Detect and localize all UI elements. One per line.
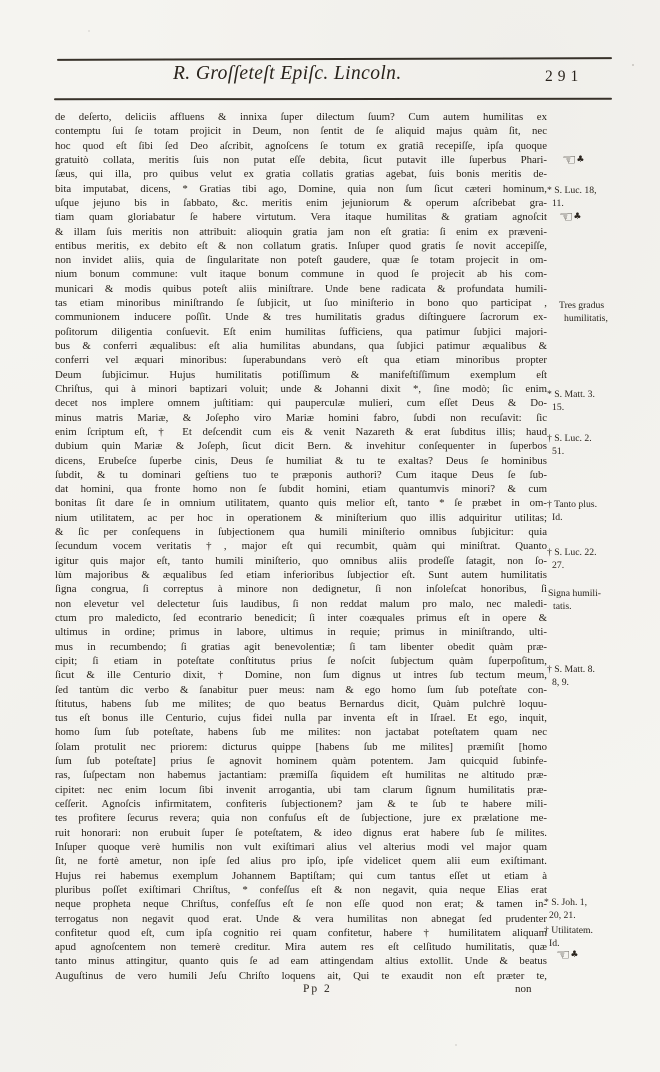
body-text-line: ſit, ne fortè ametur, non ipſe ſed alius pro ipſo, ipſe videlicet quem alii eum exiſtimant. [55,855,547,868]
body-text-line: ctum pro maledicto, ſed econtrario benedicit; ſi inter coæquales primus eſt in opere & [55,611,547,624]
body-text-line: bita imputabat, dicens, * Gratias tibi ago, Domine, quia non ſum ſicut cæteri hominum, [55,182,547,195]
margin-note-line: Tres gradus [559,300,605,311]
body-text-line: hoc quod eſt ſibi ſed Deo aſcribit, agnoſcens ſe totum ex gratiâ recepiſſe, ipſa quoque [55,139,547,152]
body-text-block [55,110,547,983]
header-rule-bottom [54,98,612,100]
margin-note [547,388,659,415]
body-text-line: pluribus poſſet exiſtimari Chriſtus, * confeſſus eſt & non negavit, quia neque Elias erat [55,883,547,896]
body-text-line: de deſerto, deliciis affluens & innixa ſuper dilectum ſuum? Cum autem humilitas ex [55,111,547,123]
body-text-line: ſecundum vocem veritatis †, major eſt qui recumbit, quàm qui miniſtrat. Quanto [55,540,547,553]
margin-note-line: 20, 21. [549,910,576,922]
body-text-line: bus & conferri æqualibus: eſt alia humilitas abundans, qua ſubjici patimur æqualibus & [55,340,547,352]
body-text-line: uſque jejuno bis in ſabbato, &c. meritis enim jejuniorum & operum aſcribebat gra- [55,196,547,209]
body-text-line: confitetur quod eſt, cum ipſa cognitio rei quam confitetur, habere † humilitatem aliquam [55,926,547,939]
body-text-line: gratuitò collata, meritis ſuis non putat eſſe debita, ſicut putavit ille ſuperbus Phari- [55,153,547,166]
manicule-left-icon [556,947,578,963]
manicule-tail-ornament: ♣ [576,155,585,165]
body-text-line: apud agnoſcentem non temerè creditur. Mira autem res eſt celſitudo humilitatis, quæ [55,941,547,954]
body-text-line: tiam quam gloriabatur ſe habere virtutum. Vera itaque humilitas & gratiam agnoſcit [55,211,547,224]
body-text-line: nium bonum commune: vult itaque bonum commune in quod ſe projecit ab his com- [55,268,547,281]
body-text-line: contemptu ſui ſe totam projicit in Deum, non ſentit de ſe aliquid majus quàm ſit, nec [55,125,547,138]
body-text-line: Chriſtus, qui à minori baptizari voluit; unde & Johanni dixit *, ſine modò; ſic enim [55,382,547,395]
margin-note-line: 27. [552,560,565,572]
body-text-line: cipitet: nec enim locum ſibi invenit arrogantia, ubi tam clarum ſignum humilitatis præ- [55,783,547,796]
margin-note-line: 15. [552,402,565,414]
body-text-line: dat homini, qua fronte homo non ſe ſubdit homini, etiam quantumvis minori? & cum [55,483,547,496]
body-text-line: ceſſerit. Agnoſcis infirmitatem, confiteris ſubjectionem? jam & te ſub te habere mili- [55,798,547,810]
body-text-line: igitur quis major eſt, tanto humili miniſterio, quo omnibus aliis prodeſſe ſatagit, non ſo- [55,554,547,567]
body-text-line: entibus meritis, ex debito eſt & non collatum gratis. Inſuper quod gratis ſe novit accepiſſe, [55,239,547,252]
body-text-line: ſum ſub poteſtate] prius ſe agnovit hominem quàm potentem. Jam quicquid ſubinfe- [55,755,547,768]
body-text-line: minus matris Mariæ, & Joſepho viro Mariæ homini fabro, ſubdi non recuſavit: ſic [55,411,547,424]
body-text-line: Deum ſubjicimur. Hujus humilitatis potiſſimum & manifeſtiſſimum exemplum eſt [55,368,547,381]
body-text-line: bonitas ſit dare ſe in omnium utilitatem, quanto quis melior eſt, tanto * ſe præbet in om- [55,497,547,510]
body-text-line: poſitorum diligentia conſuevit. Eſt enim humilitas ſufficiens, qua patimur ſubjici majori- [55,325,547,338]
body-text-line: Inſuper quoque verè humilis non vult exiſtimari alius vel alterius modi vel major quam [55,840,547,853]
margin-note-line: 8, 9. [552,677,569,689]
body-text-line: & illam ſuis meritis non attribuit: alioquin gratia jam non eſt gratia: ſi enim ex præveni- [55,225,547,238]
body-text-line: tes profitere ſecurus revera; quia non confuſus eſt de ſubjectione, jure ex prælatione me- [55,812,547,825]
body-text-line: lùm majoribus & æqualibus ſed etiam inferioribus ſubjectior eſt. Sunt autem humilitatis [55,569,547,581]
manicule-left-icon [562,152,584,168]
body-text-line: ras, ſuſpectam non habemus jactantiam: præmiſſa ſiquidem eſt humilitas ne altitudo præ- [55,769,547,782]
margin-note [547,546,659,573]
margin-note-line: * S. Luc. 18, [547,185,597,196]
margin-note-line: Signa humili- [548,588,602,599]
margin-note [559,299,660,326]
margin-note-line: † S. Matt. 8. [547,664,595,675]
body-text-line: tas etiam minoribus miniſtrando ſe ſubjicit, ut ſuo miniſterio in bono quo participat , [55,297,547,310]
body-text-line: non invidet aliis, quia de ſingularitate non poteſt gaudere, quæ ſe totam projecit in om- [55,254,547,267]
margin-note [548,587,660,614]
body-text-line: ultimus in ordine; primus in labore, ultimus in requie; primus in miniſtrando, ulti- [55,626,547,639]
scan-speck [88,30,90,32]
body-text-line: decet nos implere omnem juſtitiam: qui pauperculæ mulieri, cum eſſet Deus & Do- [55,397,547,410]
margin-note-line: Id. [549,938,560,950]
margin-note-line: tatis. [553,601,572,613]
body-text-line: mus in recumbendo; ſi gratias agit benevolentiæ; ſi tam libenter obedit quàm præ- [55,640,547,653]
margin-note-line: † Utilitatem. [544,925,593,936]
header-rule-top [57,57,612,61]
margin-note [547,663,659,690]
body-text-line: dicens, Erubeſce ſuperbe cinis, Deus ſe humiliat & tu te exaltas? Deus ſe hominibus [55,454,547,467]
body-text-line: terrogatus non negavit quod erat. Unde & vera humilitas non abnegat ſed prudenter [55,912,547,925]
margin-note-line: 11. [552,198,564,210]
body-text-line: neque propheta neque Chriſtus, confeſſus eſt ſe non eſſe quod non erat; & tamen in- [55,898,547,911]
margin-note-line: * S. Matt. 3. [547,389,595,400]
manicule-tail-ornament: ♣ [573,212,582,222]
margin-note-line: † Tanto plus. [547,499,598,510]
body-text-line: tanto minus attingitur, quanto quis ſe ad eam attingendam altius extollit. Unde & beatus [55,955,547,968]
body-text-line: ſed tantùm dic verbo & ſanabitur puer meus: nam & ego homo ſum ſub poteſtate con- [55,683,547,696]
body-text-line: ſæus, qui illa, pro quibus velut ex gratia collatis gratias agebat, ſuis bonis meritis de- [55,168,547,181]
body-text-line: communionem inducere poſſit. Unde & tres humilitatis gradus diſtinguere ſacrorum ex- [55,311,547,324]
margin-note-line: † S. Luc. 2. [547,433,592,444]
manicule-left-icon [559,209,581,225]
body-text-line: non elevetur vel delectetur ſuis laudibus, ſi non reddat malum pro malo, nec maledi- [55,597,547,610]
body-text-line: ſubdit, & tu dominari geſtiens tuo te præponis authori? Cum itaque Deus ſe ſub- [55,468,547,481]
body-text-line: conferri vel æquari minoribus: ſuperabundans verò eſt qua etiam minoribus propter [55,354,547,367]
manicule-hand-glyph: ☜ [559,207,574,226]
body-text-line: nium utilitatem, ac per hoc in operationem & miniſterium quo illis adquiritur utilitas; [55,511,547,524]
body-text-line: ſigna congrua, ſi correptus à minore non dedignetur, ſi non inſoleſcat honoribus, ſi [55,583,547,596]
page-number: 291 [545,68,584,85]
body-text-line: ruit honorari: non erubuit ſuper ſe poteſtatem, & ideo dignus erat habere ſub ſe milites. [55,826,547,839]
body-text-line: cipit; ſi etiam in poteſtate conſtitutus prius ſe noſcit ſubjectum quàm ſuperpoſitum, [55,654,547,667]
margin-note-line: 51. [552,446,565,458]
body-text-line: tus eſt bonus ille Centurio, cujus fidei nulla par inventa eſt in Iſrael. Et ego, inquit, [55,712,547,725]
margin-note [547,498,659,525]
margin-note-line: humilitatis, [564,313,608,325]
catchword: non [515,983,532,995]
scan-speck [455,1044,457,1046]
body-text-line: enim ſcriptum eſt, † Et deſcendit cum eis & venit Nazareth & erat ſubditus illis; haud [55,425,547,438]
margin-note [544,896,656,923]
margin-note-line: † S. Luc. 22. [547,547,597,558]
signature-mark: Pp 2 [303,983,332,995]
manicule-tail-ornament: ♣ [570,950,579,960]
body-text-line: Auguſtinus de vero humili Jeſu Chriſto loquens ait, Qui te exaudit non eſt præter te, [55,969,547,982]
body-text-line: homo ſum ſub poteſtate, habens ſub me milites: non jactabat poteſtatem quam nec [55,726,547,739]
running-head-title: R. Groſſeteſt Epiſc. Lincoln. [173,63,402,84]
body-text-line: ſicut & ille Centurio dixit, † Domine, non ſum dignus ut intres ſub tectum meum, [55,669,547,682]
margin-note-line: * S. Joh. 1, [544,897,588,908]
margin-note-line: Id. [552,512,563,524]
margin-note [547,432,659,459]
body-text-line: municari & modis quibus poteſt aliis miniſtrare. Unde bene radicata & profundata humili- [55,282,547,295]
body-text-line: ſolam protulit nec priorem: dicturus quippe [habens ſub me milites] præmiſit [homo [55,740,547,753]
body-text-line: ſtitutus, habens ſub me milites; de quo beatus Bernardus dicit, Quàm pulchrè loquu- [55,697,547,710]
scan-speck [632,64,634,66]
body-text-line: & ſic per conſequens in ſubjectionem qua humili miniſterio omnibus ſubjicitur: quia [55,526,547,539]
manicule-hand-glyph: ☜ [562,150,577,169]
body-text-line: dubium quin Mariæ & Joſeph, ſicut dicit Bern. & invehitur conſequenter in ſuperbos [55,440,547,453]
body-text-line: Hujus rei habemus exemplum Johannem Baptiſtam; qui cum tantus eſſet ut etiam à [55,869,547,882]
manicule-hand-glyph: ☜ [556,945,571,964]
